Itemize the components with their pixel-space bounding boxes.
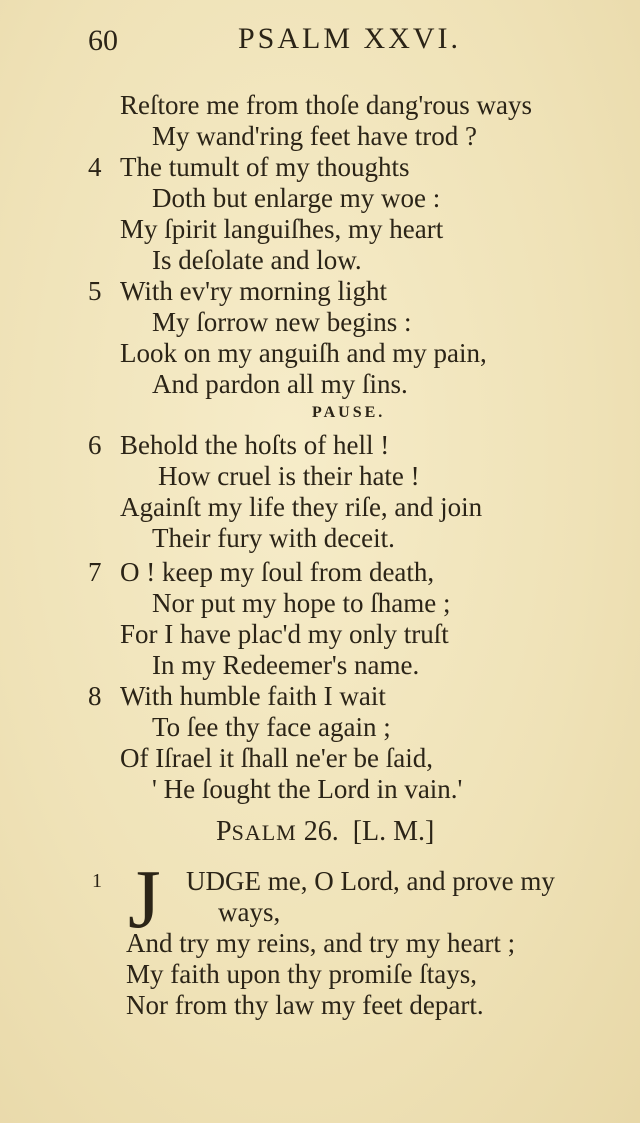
verse-number: 7 <box>88 557 102 587</box>
verse-line: The tumult of my thoughts <box>120 152 410 182</box>
verse-line: And try my reins, and try my heart ; <box>126 928 516 958</box>
psalm-title-cap: P <box>216 816 232 847</box>
verse-line: O ! keep my ſoul from death, <box>120 557 435 587</box>
verse-line: My ſpirit languiſhes, my heart <box>120 214 444 244</box>
verse-line: My ſorrow new begins : <box>152 307 412 337</box>
verse-number: 5 <box>88 276 102 306</box>
verse-line: ' He ſought the Lord in vain.' <box>152 774 463 804</box>
verse-line: For I have plac'd my only truſt <box>120 619 449 649</box>
verse-line: Nor from thy law my feet depart. <box>126 990 484 1020</box>
drop-cap: J <box>128 853 161 946</box>
page-number: 60 <box>88 24 118 57</box>
verse-line: Nor put my hope to ſhame ; <box>152 588 451 618</box>
verse-line: My faith upon thy promiſe ſtays, <box>126 959 477 989</box>
psalm-title-number: 26. <box>303 816 339 847</box>
verse-number: 4 <box>88 152 102 182</box>
verse-line: Doth but enlarge my woe : <box>152 183 441 213</box>
verse-line: Look on my anguiſh and my pain, <box>120 338 487 368</box>
verse-line: Of Iſrael it ſhall ne'er be ſaid, <box>120 743 433 773</box>
running-title: PSALM XXVI. <box>238 22 462 55</box>
verse-number: 8 <box>88 681 102 711</box>
psalm-title-meter: [L. M.] <box>352 816 435 847</box>
verse-line: How cruel is their hate ! <box>158 461 420 491</box>
verse-line: Againſt my life they riſe, and join <box>120 492 483 522</box>
verse-line: With humble faith I wait <box>120 681 386 711</box>
verse-number: 1 <box>92 870 102 892</box>
verse-line: UDGE me, O Lord, and prove my <box>186 866 555 896</box>
verse-line: Their fury with deceit. <box>152 523 395 553</box>
pause-label: PAUSE. <box>312 404 386 421</box>
psalm-title-rest: SALM <box>231 820 297 845</box>
verse-line: ways, <box>218 897 281 927</box>
verse-line: And pardon all my ſins. <box>152 369 408 399</box>
verse-line: Behold the hoſts of hell ! <box>120 430 390 460</box>
verse-line: To ſee thy face again ; <box>152 712 391 742</box>
verse-line: Is deſolate and low. <box>152 245 362 275</box>
verse-line: With ev'ry morning light <box>120 276 387 306</box>
verse-number: 6 <box>88 430 102 460</box>
verse-line: Reſtore me from thoſe dang'rous ways <box>120 90 533 120</box>
verse-line: My wand'ring feet have trod ? <box>152 121 478 151</box>
psalm-title <box>216 816 434 848</box>
verse-line: In my Redeemer's name. <box>152 650 420 680</box>
